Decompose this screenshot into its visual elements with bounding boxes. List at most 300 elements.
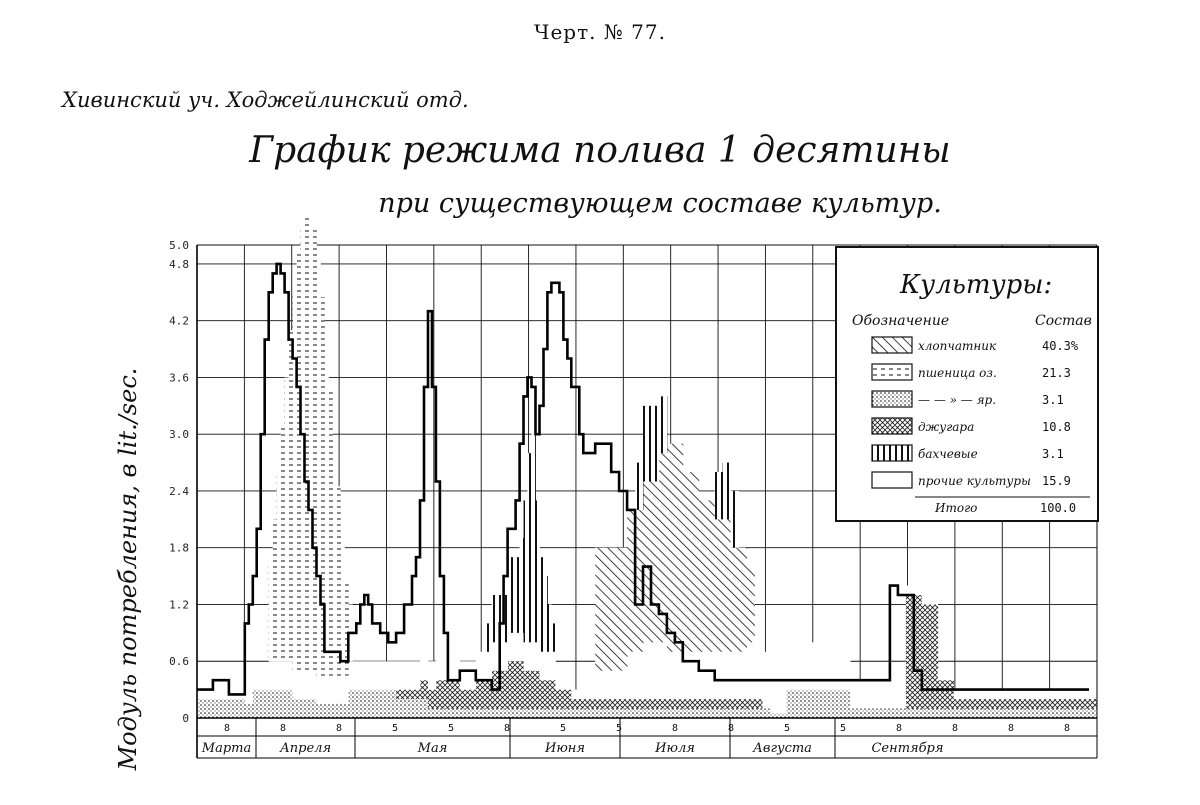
area-cell-3 [583, 699, 587, 708]
area-cell-3 [950, 680, 954, 708]
area-cell-5 [293, 671, 297, 699]
area-cell-5 [380, 661, 384, 689]
area-cell-2 [822, 690, 826, 718]
area-cell-5 [488, 652, 492, 680]
month-label: Июля [655, 741, 695, 756]
area-cell-3 [508, 661, 512, 708]
area-cell-2 [1073, 709, 1077, 718]
area-cell-2 [217, 699, 221, 718]
area-cell-5 [958, 690, 962, 699]
area-cell-5 [273, 661, 277, 689]
area-cell-2 [241, 699, 245, 718]
area-cell-5 [484, 652, 488, 680]
area-cell-5 [703, 652, 707, 699]
area-cell-3 [993, 699, 997, 708]
area-cell-3 [659, 699, 663, 708]
area-cell-2 [1077, 709, 1081, 718]
area-cell-3 [404, 690, 408, 699]
area-cell-2 [1037, 709, 1041, 718]
area-cell-2 [1085, 709, 1089, 718]
area-cell-1 [277, 472, 281, 661]
area-cell-2 [886, 709, 890, 718]
area-cell-5 [627, 652, 631, 699]
area-cell-0 [619, 548, 623, 671]
area-cell-2 [261, 690, 265, 718]
area-cell-3 [400, 690, 404, 699]
area-cell-3 [703, 699, 707, 708]
area-cell-2 [1053, 709, 1057, 718]
area-cell-2 [440, 709, 444, 718]
area-cell-3 [512, 661, 516, 708]
area-cell-4 [735, 491, 739, 548]
area-cell-3 [755, 699, 759, 708]
area-cell-5 [1017, 690, 1021, 699]
area-cell-5 [1049, 690, 1053, 699]
area-cell-3 [986, 699, 990, 708]
area-cell-5 [524, 642, 528, 670]
area-cell-3 [539, 680, 543, 708]
area-cell-5 [571, 690, 575, 699]
area-cell-5 [539, 652, 543, 680]
area-cell-2 [993, 709, 997, 718]
area-cell-5 [814, 642, 818, 689]
area-cell-2 [1081, 709, 1085, 718]
area-cell-2 [512, 709, 516, 718]
area-cell-5 [906, 586, 910, 595]
area-cell-2 [404, 699, 408, 718]
area-cell-2 [205, 699, 209, 718]
area-cell-2 [269, 690, 273, 718]
area-cell-2 [384, 690, 388, 718]
area-cell-2 [946, 709, 950, 718]
area-cell-2 [914, 709, 918, 718]
area-cell-5 [639, 652, 643, 699]
area-cell-2 [528, 709, 532, 718]
area-cell-2 [719, 709, 723, 718]
area-cell-3 [970, 699, 974, 708]
area-cell-5 [400, 661, 404, 689]
area-cell-3 [452, 680, 456, 708]
area-cell-2 [277, 690, 281, 718]
area-cell-2 [699, 709, 703, 718]
area-cell-3 [1045, 699, 1049, 708]
area-cell-3 [448, 680, 452, 708]
area-cell-5 [360, 661, 364, 689]
decade-label: 8 [727, 723, 735, 734]
area-cell-2 [452, 709, 456, 718]
area-cell-5 [344, 675, 348, 703]
area-cell-2 [376, 690, 380, 718]
area-cell-2 [233, 699, 237, 718]
area-cell-5 [217, 690, 221, 699]
area-cell-3 [424, 680, 428, 699]
area-cell-2 [571, 709, 575, 718]
area-cell-5 [595, 671, 599, 699]
area-cell-2 [500, 709, 504, 718]
area-cell-5 [870, 680, 874, 708]
area-cell-3 [731, 699, 735, 708]
area-cell-0 [623, 548, 627, 671]
area-cell-2 [695, 709, 699, 718]
decade-label: 5 [559, 723, 567, 734]
area-cell-1 [309, 217, 313, 671]
area-cell-5 [794, 642, 798, 689]
area-cell-2 [1065, 709, 1069, 718]
area-cell-5 [532, 642, 536, 670]
decade-label: 8 [1007, 723, 1015, 734]
area-cell-2 [715, 709, 719, 718]
decade-label: 8 [503, 723, 511, 734]
area-cell-5 [277, 661, 281, 689]
area-cell-5 [651, 642, 655, 699]
area-cell-2 [846, 690, 850, 718]
area-cell-5 [910, 586, 914, 595]
area-cell-5 [770, 657, 774, 714]
area-cell-3 [711, 699, 715, 708]
area-cell-2 [273, 690, 277, 718]
area-cell-3 [715, 699, 719, 708]
area-cell-5 [647, 642, 651, 699]
area-cell-3 [759, 699, 763, 708]
area-cell-5 [1041, 690, 1045, 699]
area-cell-3 [516, 661, 520, 708]
area-cell-5 [320, 675, 324, 703]
area-cell-2 [966, 709, 970, 718]
area-cell-5 [376, 661, 380, 689]
decade-label: 8 [895, 723, 903, 734]
area-cell-3 [456, 680, 460, 708]
area-cell-2 [675, 709, 679, 718]
area-cell-5 [970, 690, 974, 699]
area-cell-1 [269, 567, 273, 662]
area-cell-5 [675, 652, 679, 699]
area-cell-3 [623, 699, 627, 708]
area-cell-2 [253, 690, 257, 718]
area-cell-2 [1089, 709, 1093, 718]
area-cell-3 [1021, 699, 1025, 708]
area-cell-3 [974, 699, 978, 708]
area-cell-5 [962, 690, 966, 699]
area-cell-5 [512, 633, 516, 661]
area-cell-5 [563, 680, 567, 689]
area-cell-5 [305, 671, 309, 699]
area-cell-0 [671, 444, 675, 652]
area-cell-2 [830, 690, 834, 718]
area-cell-2 [687, 709, 691, 718]
area-cell-5 [281, 661, 285, 689]
area-cell-3 [1033, 699, 1037, 708]
area-cell-5 [719, 652, 723, 699]
legend-entry-share: 3.1 [1042, 393, 1064, 407]
area-cell-2 [922, 709, 926, 718]
area-cell-3 [906, 595, 910, 709]
area-cell-5 [838, 652, 842, 690]
area-cell-5 [858, 680, 862, 708]
area-cell-2 [930, 709, 934, 718]
area-cell-2 [364, 690, 368, 718]
area-cell-5 [655, 642, 659, 699]
area-cell-3 [464, 690, 468, 709]
area-cell-3 [727, 699, 731, 708]
area-cell-0 [607, 548, 611, 671]
area-cell-3 [691, 699, 695, 708]
area-cell-2 [575, 709, 579, 718]
area-cell-2 [751, 709, 755, 718]
area-cell-2 [898, 709, 902, 718]
area-cell-2 [1021, 709, 1025, 718]
area-cell-5 [249, 694, 253, 703]
area-cell-5 [607, 671, 611, 699]
area-cell-2 [587, 709, 591, 718]
area-cell-2 [209, 699, 213, 718]
area-cell-5 [802, 642, 806, 689]
area-cell-3 [647, 699, 651, 708]
area-cell-5 [269, 661, 273, 689]
area-cell-5 [695, 652, 699, 699]
area-cell-2 [436, 709, 440, 718]
area-cell-5 [798, 642, 802, 689]
area-cell-3 [1081, 699, 1085, 708]
area-cell-2 [551, 709, 555, 718]
y-tick-label: 0 [182, 712, 189, 725]
area-cell-5 [1025, 690, 1029, 699]
area-cell-3 [1009, 699, 1013, 708]
area-cell-3 [679, 699, 683, 708]
area-cell-2 [416, 699, 420, 718]
area-cell-2 [432, 709, 436, 718]
area-cell-2 [289, 690, 293, 718]
area-cell-2 [619, 709, 623, 718]
area-cell-3 [982, 699, 986, 708]
area-cell-5 [368, 661, 372, 689]
area-cell-3 [743, 699, 747, 708]
month-label: Марта [201, 741, 252, 756]
area-cell-4 [520, 538, 524, 633]
area-cell-0 [727, 519, 731, 651]
area-cell-5 [1013, 690, 1017, 699]
area-cell-3 [536, 671, 540, 709]
area-cell-2 [954, 709, 958, 718]
decade-label: 8 [223, 723, 231, 734]
area-cell-0 [595, 548, 599, 671]
area-cell-5 [974, 690, 978, 699]
area-cell-2 [894, 709, 898, 718]
district-label: Хивинский уч. Ходжейлинский отд. [62, 88, 469, 112]
area-cell-2 [850, 709, 854, 718]
area-cell-5 [997, 690, 1001, 699]
area-cell-5 [432, 661, 436, 689]
area-cell-5 [579, 690, 583, 699]
area-cell-5 [1053, 690, 1057, 699]
area-cell-2 [245, 704, 249, 718]
area-cell-5 [850, 671, 854, 709]
area-cell-2 [989, 709, 993, 718]
area-cell-2 [834, 690, 838, 718]
area-cell-2 [643, 709, 647, 718]
area-cell-2 [814, 690, 818, 718]
area-cell-2 [480, 709, 484, 718]
legend-swatch [872, 391, 912, 407]
area-cell-5 [806, 642, 810, 689]
area-cell-2 [1061, 709, 1065, 718]
area-cell-2 [221, 699, 225, 718]
area-cell-2 [372, 690, 376, 718]
area-cell-2 [472, 709, 476, 718]
area-cell-3 [412, 690, 416, 699]
area-cell-2 [635, 709, 639, 718]
area-cell-2 [655, 709, 659, 718]
area-cell-5 [894, 699, 898, 708]
area-cell-3 [739, 699, 743, 708]
area-cell-2 [396, 699, 400, 718]
area-cell-5 [946, 671, 950, 680]
area-cell-0 [615, 548, 619, 671]
area-cell-4 [551, 623, 555, 651]
area-cell-3 [547, 680, 551, 708]
area-cell-2 [324, 704, 328, 718]
area-cell-2 [735, 709, 739, 718]
area-cell-2 [786, 690, 790, 718]
area-cell-5 [468, 661, 472, 689]
area-cell-5 [643, 642, 647, 699]
area-cell-3 [599, 699, 603, 708]
area-cell-2 [412, 699, 416, 718]
area-cell-3 [436, 680, 440, 708]
area-cell-5 [261, 680, 265, 689]
area-cell-5 [384, 661, 388, 689]
area-cell-5 [543, 652, 547, 680]
area-cell-2 [213, 699, 217, 718]
area-cell-2 [484, 709, 488, 718]
area-cell-5 [504, 642, 508, 670]
area-cell-1 [281, 425, 285, 662]
area-cell-5 [436, 652, 440, 680]
y-tick-label: 1.2 [169, 598, 189, 612]
area-cell-3 [918, 595, 922, 709]
area-cell-2 [468, 709, 472, 718]
area-cell-5 [982, 690, 986, 699]
area-cell-5 [312, 671, 316, 699]
area-cell-0 [611, 548, 615, 671]
area-cell-2 [703, 709, 707, 718]
area-cell-2 [970, 709, 974, 718]
legend-entry-share: 15.9 [1042, 474, 1071, 488]
area-cell-5 [336, 675, 340, 703]
decade-label: 8 [951, 723, 959, 734]
area-cell-2 [615, 709, 619, 718]
area-cell-2 [671, 709, 675, 718]
area-cell-2 [536, 709, 540, 718]
area-cell-5 [747, 642, 751, 699]
area-cell-3 [942, 680, 946, 708]
area-cell-2 [464, 709, 468, 718]
area-cell-1 [332, 439, 336, 676]
area-cell-3 [591, 699, 595, 708]
area-cell-3 [926, 604, 930, 708]
area-cell-2 [201, 699, 205, 718]
decade-label: 8 [1063, 723, 1071, 734]
area-cell-2 [504, 709, 508, 718]
area-cell-2 [986, 709, 990, 718]
area-cell-2 [356, 690, 360, 718]
area-cell-3 [559, 690, 563, 709]
area-cell-2 [567, 709, 571, 718]
area-cell-2 [599, 709, 603, 718]
area-cell-2 [906, 709, 910, 718]
area-cell-3 [615, 699, 619, 708]
area-cell-5 [1005, 690, 1009, 699]
legend-entry-name: прочие культуры [918, 474, 1031, 488]
area-cell-3 [930, 604, 934, 708]
legend-entry-name: — — » — яр. [918, 393, 997, 407]
area-cell-2 [631, 709, 635, 718]
area-cell-5 [420, 652, 424, 680]
area-cell-2 [532, 709, 536, 718]
area-cell-2 [460, 709, 464, 718]
area-cell-2 [902, 709, 906, 718]
area-cell-2 [874, 709, 878, 718]
area-cell-2 [707, 709, 711, 718]
area-cell-3 [1077, 699, 1081, 708]
area-cell-2 [237, 699, 241, 718]
area-cell-5 [516, 633, 520, 661]
area-cell-3 [675, 699, 679, 708]
area-cell-3 [1001, 699, 1005, 708]
area-cell-0 [751, 567, 755, 643]
area-cell-3 [603, 699, 607, 708]
area-cell-2 [225, 699, 229, 718]
area-cell-2 [332, 704, 336, 718]
area-cell-5 [1001, 690, 1005, 699]
area-cell-3 [408, 690, 412, 699]
y-tick-label: 0.6 [169, 655, 189, 669]
legend-total-label: Итого [935, 501, 978, 515]
area-cell-2 [958, 709, 962, 718]
area-cell-3 [432, 690, 436, 709]
area-cell-3 [751, 699, 755, 708]
area-cell-3 [1029, 699, 1033, 708]
area-cell-5 [818, 642, 822, 689]
area-cell-3 [922, 604, 926, 708]
area-cell-2 [723, 709, 727, 718]
y-axis-ticks [169, 239, 189, 725]
area-cell-5 [635, 652, 639, 699]
area-cell-5 [555, 680, 559, 689]
area-cell-4 [512, 557, 516, 633]
area-cell-2 [802, 690, 806, 718]
area-cell-2 [249, 704, 253, 718]
area-cell-0 [707, 500, 711, 651]
area-cell-3 [954, 699, 958, 708]
area-cell-5 [727, 652, 731, 699]
area-cell-2 [285, 690, 289, 718]
area-cell-5 [551, 652, 555, 680]
area-cell-2 [810, 690, 814, 718]
area-cell-4 [536, 500, 540, 642]
area-cell-2 [794, 690, 798, 718]
area-cell-5 [778, 657, 782, 714]
area-cell-3 [966, 699, 970, 708]
area-cell-2 [524, 709, 528, 718]
area-cell-2 [456, 709, 460, 718]
area-cell-4 [516, 557, 520, 633]
area-cell-2 [934, 709, 938, 718]
area-cell-3 [480, 680, 484, 708]
area-cell-5 [810, 642, 814, 689]
area-cell-2 [1013, 709, 1017, 718]
area-cell-2 [595, 709, 599, 718]
area-cell-2 [691, 709, 695, 718]
